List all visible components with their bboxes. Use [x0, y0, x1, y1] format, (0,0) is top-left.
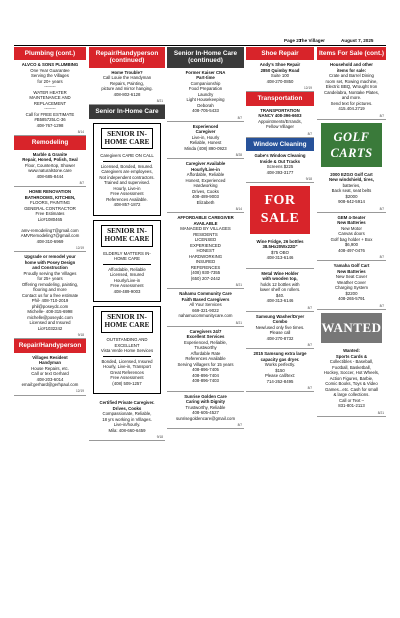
ad-line: Trustworthy, Reliable [185, 404, 226, 410]
ad-line: Contact us for a free estimate [21, 292, 79, 298]
ad-line: 908-642-5914 [338, 199, 365, 205]
ad-line: Hourly/Live-in [113, 277, 141, 283]
ad-line: www.naturalstone.care [28, 168, 72, 174]
classified-ad [89, 68, 165, 106]
ad-line: $150 [275, 367, 285, 373]
ad-line: Michelle- 408-315-6998 [27, 309, 73, 315]
ad-line: 408-896-7403 [192, 378, 219, 384]
ad-line: $40. [275, 292, 285, 298]
ad-line: 714-262-8495 [266, 378, 294, 384]
ad-line: Mila: 408-660-6459 [108, 427, 146, 433]
section-header-items-for-sale: Items For Sale (cont.) [317, 47, 386, 60]
ad-line: Laundry [197, 91, 214, 97]
divider [103, 161, 151, 162]
ad-title: Faith Based Caregivers [181, 296, 230, 302]
ad-line: FLOORS, PAINTING [29, 200, 71, 206]
ad-line: Hourly, Live-in [113, 185, 141, 191]
boxed-ad-subtitle: Vista Verde Home Services [100, 348, 154, 354]
ad-run-code: 8/7 [379, 303, 384, 308]
ad-line: Minda (408) 890-0923 [184, 145, 227, 151]
ad-line: Floor, Countertop, Shower [24, 162, 76, 168]
ad-line: 415.404.2719 [338, 106, 365, 112]
ad-line: One Year Guarantee [30, 67, 70, 73]
boxed-ad [93, 306, 161, 394]
ad-line: 408-896-7405 [192, 367, 219, 373]
ad-title: 2015 Samsung extra large [253, 351, 307, 357]
golf-carts-banner: GOLF CARTS [321, 123, 382, 167]
ad-title: AVAILABLE [193, 220, 218, 226]
ad-line: MANAGED BY VILLAGES [180, 226, 231, 232]
publication-name: The Villager [299, 38, 325, 43]
ad-line: REPLACEMENT [33, 100, 67, 106]
column-4 [246, 47, 314, 392]
ad-title: Former Kaiser CNA [185, 69, 226, 75]
classified-ad [246, 151, 314, 183]
ad-line: Live-in/hourly. [113, 422, 141, 428]
ad-line: New/used only five times. [255, 324, 305, 330]
ad-run-code: 9/18 [77, 333, 84, 338]
ad-run-code: 9/18 [305, 176, 312, 181]
ad-line: 408-393-3177 [266, 169, 294, 175]
classified-ad [317, 261, 386, 310]
ad-title: Caring with Dignity [185, 399, 226, 405]
ad-run-code: 8/7 [307, 305, 312, 310]
ad-line: Works perfectly. [264, 362, 296, 368]
ad-title: Andy's Shoe Repair [259, 62, 301, 68]
ad-line: Call for FREE ESTIMATE [25, 111, 75, 117]
ad-title: TRANSPORTATION [260, 107, 300, 113]
ad-line: Call or text Gerhard [31, 371, 69, 377]
page-number: Page 23 [284, 38, 302, 43]
ad-line: GENERAL CONTRACTOR [24, 205, 76, 211]
ad-run-code: 8/21 [377, 410, 384, 415]
ad-line: Comic Books, Toys & Video [325, 381, 378, 387]
ad-title: Excellent Services [186, 334, 225, 340]
ad-line: Serving the Villages [31, 73, 69, 79]
ad-line: Not independent contractors. [99, 174, 155, 180]
ad-line: Lic#1032242 [37, 325, 63, 331]
ad-run-code: 9/18 [156, 435, 163, 440]
ad-title: Gabe's Window Cleaning [254, 153, 306, 159]
ad-line: 408-313-6146 [266, 298, 294, 304]
ad-line: Trained and supervised. [104, 180, 150, 186]
classified-ad [167, 327, 244, 392]
ad-line: Licensed and Insured [29, 320, 71, 326]
column-5 [317, 47, 386, 417]
section-header-transportation: Transportation [246, 92, 314, 105]
ad-run-code: 8/7 [379, 206, 384, 211]
wanted-banner: WANTED [321, 313, 382, 344]
ad-line: LICENSED [194, 237, 217, 243]
classified-ad [246, 312, 314, 350]
ad-line: for 20+ years [37, 78, 63, 84]
section-header-repair: Repair/Handyperson [14, 339, 86, 352]
ad-line: Affordable, Reliable [108, 266, 146, 272]
ad-line: 408-857-1872 [113, 202, 141, 208]
ad-line: amv-remodeling7@gmail.com [21, 227, 79, 233]
boxed-ad-subtitle: OUTSTANDING AND EXCELLENT [106, 337, 148, 348]
ad-line: Call or Text – [339, 397, 364, 403]
ad-line: Affordable Rate [190, 350, 221, 356]
ad-line: Weather Cover [337, 279, 366, 285]
ad-line: RESIDENTS [193, 231, 218, 237]
ad-line: Please call [269, 330, 291, 336]
ad-title: New Batteries [337, 220, 366, 226]
ad-run-code: 8/21 [235, 283, 242, 288]
boxed-ad-title: SENIOR IN-HOME CARE [101, 128, 153, 150]
ad-line: Offering remodeling, painting, [21, 281, 79, 287]
ad-line: Candelabra, Nontake Plates, [324, 89, 379, 95]
ad-line: $2200 [345, 290, 358, 296]
ad-line: 669-321-9022 [192, 307, 219, 313]
ad-line: for 25+ years [37, 276, 63, 282]
ad-line: 831-801-2113 [338, 403, 365, 409]
divider [103, 356, 151, 357]
classified-ad [246, 60, 314, 92]
ad-line: (408) 509-1257 [112, 380, 142, 386]
ad-run-code: 8/21 [156, 99, 163, 104]
ad-line: Screens $225 [266, 164, 294, 170]
boxed-ad-subtitle: Caregivers CARE ON CALL [100, 153, 154, 159]
ad-line: AMVRemodeling7@gmail.com [20, 233, 80, 239]
ad-title: Wine Fridge, 26 bottles [256, 238, 304, 244]
classified-ad [167, 159, 244, 213]
ad-line: Food Preparation [188, 86, 223, 92]
ad-title: Marble & Granite [32, 151, 68, 157]
ad-line: Licensed, Bonded, Insured. [100, 163, 154, 169]
ad-title: capacity gas dryer. [260, 356, 300, 362]
ad-line: Hourly, Live-in, Transport [103, 364, 151, 370]
ad-line: 408-896-7404 [192, 372, 219, 378]
ad-run-code: 8/28 [235, 153, 242, 158]
ad-line: Call Louie the Handyman [102, 75, 152, 81]
ad-line: Collectibles - Baseball, [329, 359, 374, 365]
ad-line: Action Figures, Barbie, [329, 375, 374, 381]
ad-line: Electric BBQ, Wrought Iron [325, 84, 378, 90]
ad-title: Handyman [39, 360, 61, 366]
ad-line: Serving Villagers for 15 years [177, 361, 234, 367]
classified-ad [167, 213, 244, 289]
ad-title: Yamaha Golf Cart [333, 263, 370, 269]
ad-line: 408-767-1298 [36, 122, 64, 128]
ad-line: Canvas doors [338, 231, 365, 237]
ad-title: Metal Wine Holder [261, 270, 299, 276]
ad-line: Send text for pictures. [330, 100, 373, 106]
classified-ad [246, 106, 314, 138]
classified-ad [89, 398, 165, 441]
ad-line: MAINTENANCE AND [29, 95, 71, 101]
classified-ad [14, 187, 86, 252]
ad-line: Trustworthy [194, 345, 217, 351]
section-header-plumbing: Plumbing (cont.) [14, 47, 86, 60]
ad-line: Bonded, Licensed, Insured [101, 358, 153, 364]
classified-ad [246, 349, 314, 392]
ad-title: Inside & Out Tracks [259, 158, 301, 164]
ad-line: EXPERIENCED [190, 242, 221, 248]
ad-line: New Seat Cover [335, 274, 368, 280]
section-header-repair-cont: Repair/Handyperson (continued) [89, 47, 165, 68]
classified-ad [167, 392, 244, 430]
ad-line: 408-310-6969 [36, 238, 64, 244]
section-header-senior-care: Senior In-Home Care [89, 105, 165, 118]
ad-line: Hardworking [193, 183, 218, 189]
ad-title: BATHROOMS, KITCHEN, [24, 194, 76, 200]
ad-line: Free Assessment [110, 283, 144, 289]
ad-line: Charging System [335, 285, 368, 291]
ad-line: room set, Rowing machine, [325, 78, 378, 84]
classified-ad [14, 353, 86, 396]
ad-line: Caregivers are employees, [101, 169, 153, 175]
ad-line: 408-270-8732 [266, 335, 294, 341]
ad-line: House Repairs, etc. [31, 365, 69, 371]
ad-run-code: 8/21 [235, 320, 242, 325]
ad-title: Hourly/Live-in [191, 166, 220, 172]
ad-title: Samsung Washer/Dryer [255, 313, 305, 319]
ad-line: Compassionate, Reliable, [102, 411, 152, 417]
ad-line: Back seat, seat belts [331, 188, 372, 194]
classified-ad [317, 213, 386, 262]
ad-line: Repairs, Painting, [110, 80, 144, 86]
ad-line: Proudly serving the Villages [23, 270, 77, 276]
ad-line: $75 OBO [271, 249, 289, 255]
boxed-ad [93, 123, 161, 216]
ad-line: Golf bag holder + Box [330, 236, 373, 242]
ad-title: NANCY 408-396-6603 [258, 113, 302, 119]
ad-line: 408-497-0476 [338, 247, 365, 253]
classified-ad [246, 237, 314, 269]
ad-title: items for sale: [336, 67, 367, 73]
ad-title: Sunrise Golden Care [184, 393, 227, 399]
ad-line: michelle@poseydc.com [27, 314, 73, 320]
boxed-ad-subtitle: ELDERLY MATTERS IN-HOME CARE [103, 250, 151, 262]
ad-line: email:gerhard@gerhpaul.com [21, 382, 79, 388]
for-sale-banner: FOR SALE [250, 186, 310, 234]
ad-line: HONEST [196, 248, 215, 254]
ad-line: & large collections. [333, 392, 370, 398]
ad-title: GEM 4-Seater [337, 214, 366, 220]
ad-title: 38.5Hx20Wx22D" [262, 244, 298, 250]
ad-title: Sports Cards & [335, 353, 368, 359]
ad-line: Free Assessment [110, 191, 144, 197]
ad-line: Phil- 408-710-2019 [31, 298, 69, 304]
ad-line: Light Housekeeping [186, 97, 225, 103]
ad-title: Wanted: [343, 348, 360, 354]
ad-line: -------- [44, 84, 56, 90]
section-header-shoe-repair: Shoe Repair [246, 47, 314, 60]
ad-line: WATER HEATER [33, 89, 67, 95]
ad-line: Free Assessment [110, 375, 144, 381]
ad-title: ALVCO & SONS PLUMBING [21, 62, 79, 68]
ad-line: Free Estimates [35, 211, 65, 217]
ad-title: Villages Resident [32, 354, 68, 360]
ad-run-code: 12/19 [304, 86, 312, 91]
ad-line: 408-705-5433 [192, 108, 219, 114]
ad-title: home with Posey Design [24, 259, 76, 265]
ad-run-code: 8/7 [307, 131, 312, 136]
ad-line: (408) 930-7355 [190, 270, 221, 276]
ad-title: Experienced [192, 123, 219, 129]
ad-line: 408-313-6146 [266, 255, 294, 261]
ad-line: Football, Basketball, [332, 364, 371, 370]
ad-title: Caregivers 24/7 [189, 328, 222, 334]
ad-line: References Available. [106, 196, 148, 202]
ad-title: Caregiver [195, 129, 216, 135]
ad-line: #B585725LC-36 [34, 117, 66, 123]
column-2 [89, 47, 165, 441]
ad-line: New Motor [341, 225, 362, 231]
ad-line: 408-605-4527 [192, 410, 219, 416]
ad-title: and Construction [32, 265, 68, 271]
ad-line: batteries, [342, 182, 361, 188]
ad-title: AFFORDABLE CAREGIVER [177, 215, 234, 221]
ad-run-code: 8/7 [237, 423, 242, 428]
ad-line: holds 12 bottles with [260, 281, 300, 287]
ad-line: Please call/text: [264, 373, 296, 379]
classified-ad [246, 269, 314, 312]
ad-title: Drives, Cooks [112, 405, 142, 411]
ad-title: New windshield, tires, [329, 177, 374, 183]
ad-line: Affordable, Reliable [186, 172, 225, 178]
ad-run-code: 8/7 [79, 181, 84, 186]
ad-line: Fellow Villager [266, 124, 294, 130]
classified-ad [167, 68, 244, 122]
ad-line: $2000 [345, 193, 358, 199]
ad-line: 408-265-5791 [338, 296, 365, 302]
column-3 [167, 47, 244, 429]
ad-line: Lic#1080465 [37, 216, 63, 222]
ad-line: sunrisegoldencare@gmail.com [175, 415, 236, 421]
ad-title: Repair, Honed, Polish, Seal [22, 157, 78, 163]
boxed-ad-title: SENIOR IN-HOME CARE [101, 225, 153, 247]
ad-line: Suite 100 [270, 73, 290, 79]
ad-line: 408-489-9003 [113, 288, 141, 294]
ad-title: Certified Private Caregiver. [99, 400, 155, 406]
classified-ad [167, 122, 244, 160]
ad-line: Live-in, Hourly [191, 134, 220, 140]
ad-line: Crate and Barrel Dining [329, 73, 374, 79]
ad-line: Hockey, Soccer, Hot Wheels, [323, 370, 380, 376]
ad-run-code: 8/7 [307, 386, 312, 391]
section-header-remodeling: Remodeling [14, 136, 86, 149]
ad-line: Elizabeth [196, 199, 215, 205]
ad-run-code: 8/7 [379, 255, 384, 260]
ad-line: 408-270-0850 [266, 78, 294, 84]
classified-ad [317, 60, 386, 120]
ad-title: 2000 EZGO Golf Cart [330, 171, 373, 177]
ad-line: $6,900 [344, 242, 359, 248]
classified-ad [14, 150, 86, 188]
ad-line: picture and mirror hanging. [101, 86, 153, 92]
ad-line: 408-489-9003 [192, 194, 219, 200]
ad-run-code: 8/14 [235, 207, 242, 212]
ad-line: 408-685-8444 [36, 173, 64, 179]
ad-title: New Batteries [337, 268, 366, 274]
ad-line: -------- [44, 106, 56, 112]
ad-title: Combo [272, 319, 288, 325]
ad-run-code: 8/7 [237, 115, 242, 120]
ad-title: with wooden top, [262, 276, 298, 282]
ad-line: Appointments/Errands, [258, 118, 302, 124]
ad-title: 2850 Quimby Road [260, 67, 300, 73]
ad-title: HOME RENOVATION [28, 189, 72, 195]
ad-line: and more. [341, 95, 362, 101]
ad-line: Licensed, Insured [110, 272, 144, 278]
classified-ad [14, 252, 86, 339]
ad-line: Honest, Experienced [185, 177, 226, 183]
ad-line: Reliable, Honest [189, 140, 222, 146]
classified-ad [317, 346, 386, 417]
ad-run-code: 12/19 [76, 389, 84, 394]
ad-line: References Available [185, 356, 226, 362]
ad-title: Home Trouble? [111, 69, 143, 75]
boxed-ad [93, 220, 161, 302]
classified-ad [167, 289, 244, 327]
ad-run-code: 8/7 [307, 343, 312, 348]
section-header-window-cleaning: Window Cleaning [246, 138, 314, 151]
ad-line: Drives, Cooks [192, 188, 219, 194]
ad-line: Companionship [190, 80, 221, 86]
ad-title: Part-time [196, 75, 215, 81]
ad-line: INSURED [195, 259, 216, 265]
ad-line: Experienced, Reliable, [184, 339, 227, 345]
divider [103, 264, 151, 265]
ad-line: 408-203-6014 [36, 376, 64, 382]
ad-title: Upgrade or remodel your [24, 254, 76, 260]
column-1 [14, 47, 86, 396]
ad-run-code: 8/7 [379, 113, 384, 118]
ad-line: nahamucommunitycare.com [178, 313, 233, 319]
ad-title: Household and other [330, 62, 373, 68]
ad-line: Deborah [197, 102, 214, 108]
ad-line: (650) 207-2442 [190, 275, 221, 281]
issue-date: August 7, 2025 [341, 38, 374, 43]
ad-line: lower shelf on rollers. [259, 287, 301, 293]
ad-line: Great References [110, 369, 144, 375]
classified-ad [317, 170, 386, 213]
classified-ad [14, 60, 86, 136]
ad-line: 408-802-6128 [113, 91, 141, 97]
section-header-senior-care-cont: Senior In-Home Care (continued) [167, 47, 244, 68]
ad-title: Caregiver Available [185, 161, 226, 167]
ad-line: flooring and more [33, 287, 67, 293]
ad-run-code: 8/14 [77, 130, 84, 135]
ad-line: 18 yrs working in Villages. [102, 416, 152, 422]
header-rule [14, 45, 386, 46]
ad-line: All Your Services [189, 302, 222, 308]
ad-line: REFERENCES [190, 264, 221, 270]
boxed-ad-title: SENIOR IN-HOME CARE [101, 311, 153, 333]
ad-line: phil@poseydc.com [31, 303, 69, 309]
ad-title: Nahamu Community Care [179, 291, 232, 297]
ad-line: HARDWORKING [188, 253, 223, 259]
ad-run-code: 12/19 [76, 246, 84, 251]
ad-line: Games...etc. Cash for small [324, 386, 378, 392]
